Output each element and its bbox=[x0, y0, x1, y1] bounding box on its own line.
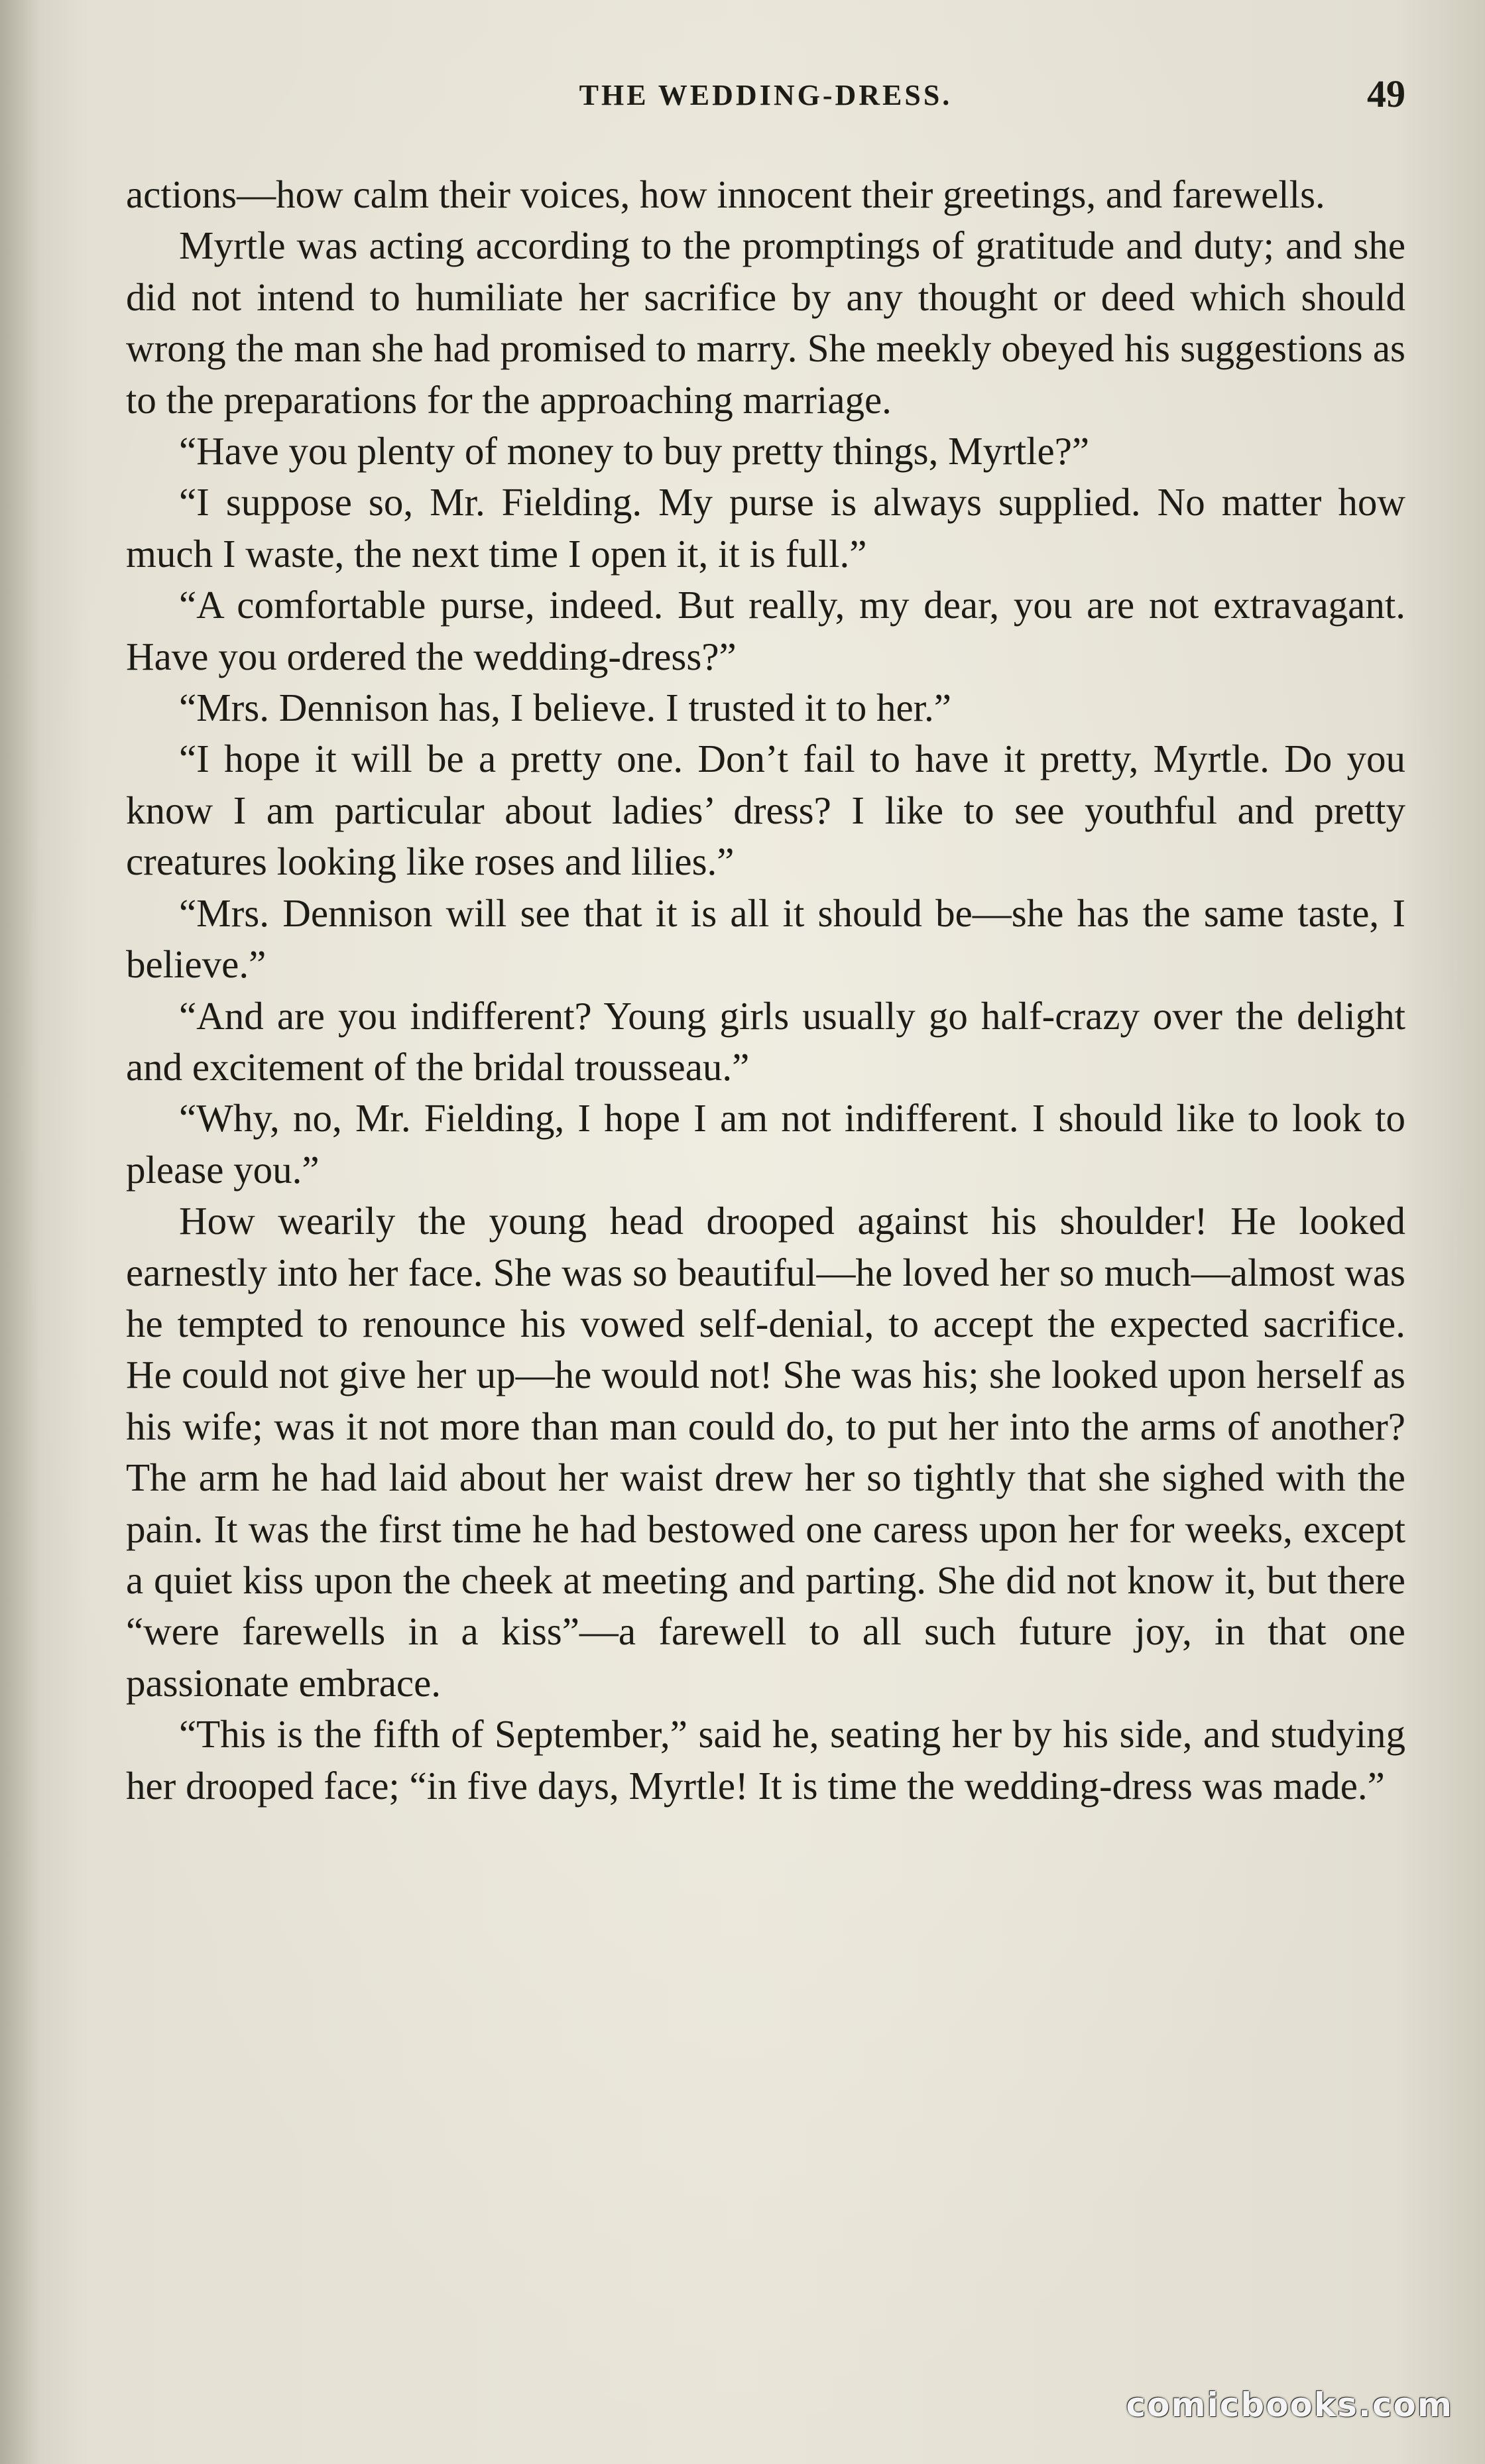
paragraph: “Mrs. Dennison has, I believe. I trusted it to her.” bbox=[179, 686, 951, 730]
running-title: THE WEDDING-DRESS. bbox=[579, 79, 953, 111]
spine-shadow bbox=[0, 0, 40, 2464]
paragraph: “I hope it will be a pretty one. Don’t fail to have it pretty, Myrtle. Do you know I am particular about ladies’ dress? I like to see youthful and pretty creatures looking like roses and lilies.” bbox=[126, 737, 1405, 884]
body-text bbox=[126, 169, 1405, 1812]
paragraph: Myrtle was acting according to the promptings of gratitude and duty; and she did not intend to humiliate her sacrifice by any thought or deed which should wrong the man she had promised to marry. She meekly obeyed his suggestions as to the preparations for the approaching marriage. bbox=[126, 223, 1405, 422]
paragraph: “I suppose so, Mr. Fielding. My purse is always supplied. No matter how much I waste, the next time I open it, it is full.” bbox=[126, 480, 1405, 576]
paragraph: “A comfortable purse, indeed. But really, my dear, you are not extravagant. Have you ordered the wedding-dress?” bbox=[126, 583, 1405, 678]
paragraph: “Why, no, Mr. Fielding, I hope I am not indifferent. I should like to look to please you.” bbox=[126, 1096, 1405, 1192]
paragraph: “And are you indifferent? Young girls usually go half-crazy over the delight and excitement of the bridal trousseau.” bbox=[126, 993, 1405, 1089]
page-number: 49 bbox=[1367, 72, 1405, 115]
paragraph: “Have you plenty of money to buy pretty things, Myrtle?” bbox=[179, 429, 1090, 473]
paragraph: How wearily the young head drooped against his shoulder! He looked earnestly into her face. She was so beautiful—he loved her so much—almost was he tempted to renounce his vowed self-denial, to accept the expected sacrifice. He could not give her up—he would not! She was his; she looked upon herself as his wife; was it not more than man could do, to put her into the arms of another? The arm he had laid about her waist drew her so tightly that she sighed with the pain. It was the first time he had bestowed one caress upon her for weeks, except a quiet kiss upon the cheek at meeting and parting. She did not know it, but there “were farewells in a kiss”—a farewell to all such future joy, in that one passionate embrace. bbox=[126, 1199, 1405, 1705]
paragraph: “This is the fifth of September,” said he, seating her by his side, and studying her drooped face; “in five days, Myrtle! It is time the wedding-dress was made.” bbox=[126, 1712, 1405, 1808]
page-header bbox=[126, 72, 1405, 118]
paragraph: actions—how calm their voices, how innocent their greetings, and farewells. bbox=[126, 172, 1325, 216]
watermark: comicbooks.com bbox=[1126, 2386, 1453, 2424]
paragraph: “Mrs. Dennison will see that it is all it should be—she has the same taste, I believe.” bbox=[126, 891, 1405, 987]
